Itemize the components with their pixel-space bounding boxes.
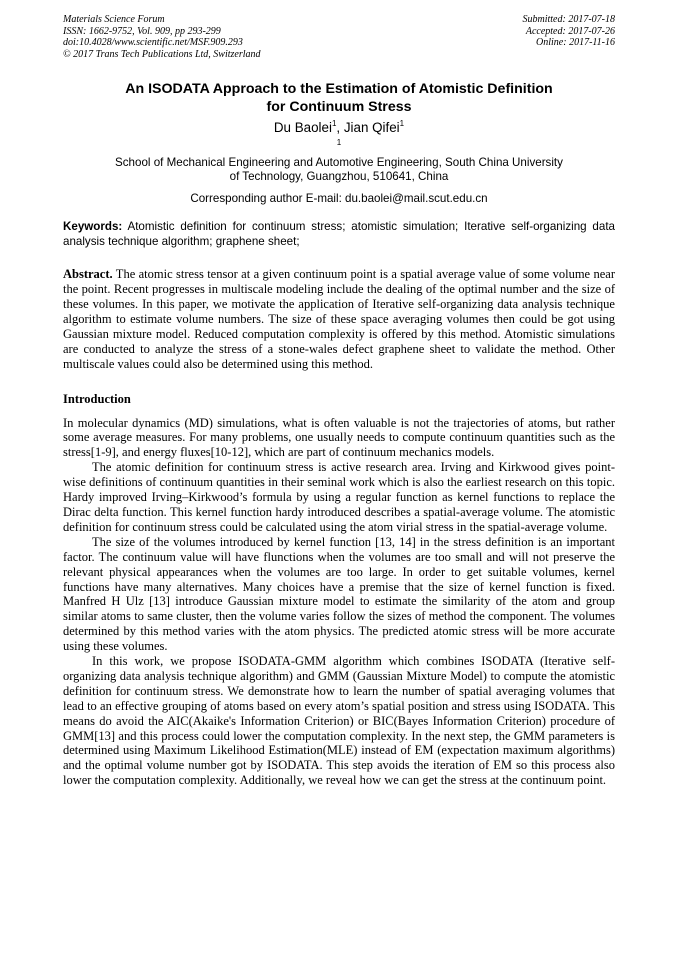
author-separator: ,: [336, 120, 344, 135]
title-line-1: An ISODATA Approach to the Estimation of Atomistic Definition: [125, 81, 553, 97]
submitted-date: Submitted: 2017-07-18: [522, 14, 615, 25]
intro-paragraph-3: The size of the volumes introduced by kernel function [13, 14] in the stress definition is an important factor. The continuum value will have flunctions when the volumes are too small and will not preserve the relevant physical appearances when the volumes are too large. In order to get suitable volumes, kernel functions have many alternatives. Many choices have a premise that the size of kernel function is fixed. Manfred H Ulz [13] introduce Gaussian mixture model to estimate the similarity of the atom and group similar atoms to same cluster, then the volume varies follow the sizes of method the component. The volumes determined by this method varies with the atom physics. The predicted atomic stress will be more accurate using these volumes.: [63, 534, 615, 654]
copyright-line: © 2017 Trans Tech Publications Ltd, Switzerland: [63, 48, 261, 60]
doi-line: doi:10.4028/www.scientific.net/MSF.909.293: [63, 37, 243, 49]
affiliation-marker: 1: [336, 138, 342, 147]
abstract: [63, 267, 615, 371]
author-1: Du Baolei: [273, 120, 332, 135]
author-2: Jian Qifei: [343, 120, 400, 135]
keywords: [63, 220, 615, 249]
journal-name: Materials Science Forum: [63, 14, 165, 25]
author-list: [63, 119, 615, 136]
abstract-label: Abstract.: [63, 267, 113, 282]
title-line-2: for Continuum Stress: [266, 99, 412, 115]
corresponding-author: Corresponding author E-mail: du.baolei@mail.scut.edu.cn: [190, 191, 488, 205]
journal-info: [63, 14, 261, 60]
intro-paragraph-4: In this work, we propose ISODATA-GMM algorithm which combines ISODATA (Iterative self-organizing data analysis technique algorithm) and GMM (Gaussian Mixture Model) to compute the atomistic definition for continuum stress. We demonstrate how to learn the number of spatial averaging volumes that lead to an effective grouping of atoms based on every atom’s spatial position and stress using ISODATA. This means do avoid the AIC(Akaike's Information Criterion) or BIC(Bayes Information Criterion) procedure of GMM[13] and this process could lower the computation complexity. In the next step, the GMM parameters is determined using Maximum Likelihood Estimation(MLE) instead of EM (expectation maximum algorithms) and the optimal volume number got by ISODATA. This step avoids the iteration of EM so this process also lower the computation complexity. Additionally, we reveal how we can get the stress at the continuum point.: [63, 654, 615, 788]
journal-header: [63, 14, 615, 66]
paper-title: [63, 80, 615, 116]
keywords-text: Atomistic definition for continuum stress; atomistic simulation; Iterative self-organizing data analysis technique algorithm; graphene sheet;: [63, 220, 615, 248]
introduction-heading: Introduction: [63, 391, 131, 406]
dates-info: [523, 14, 616, 49]
affiliation-text-1: School of Mechanical Engineering and Automotive Engineering, South China University: [115, 155, 563, 169]
online-date: Online: 2017-11-16: [536, 37, 615, 49]
affiliation-line-1: [63, 138, 615, 170]
abstract-text: The atomic stress tensor at a given continuum point is a spatial average value of some volume near the point. Recent progresses in multiscale modeling include the dealing of the optimal number and the size of these volumes. In this paper, we motivate the application of Iterative self-organizing data analysis technique algorithm to estimate volume numbers. The size of these space averaging volumes then could be got using Gaussian mixture model. Reduced computation complexity is offered by this method. Atomistic simulations are conducted to analyze the stress of a stone-wales defect graphene sheet to validate the method. Other multiscale values could also be determined using this method.: [63, 267, 615, 371]
author-1-affil: 1: [331, 119, 337, 128]
author-2-affil: 1: [399, 119, 405, 128]
paper-page: [63, 14, 615, 788]
intro-paragraph-1: In molecular dynamics (MD) simulations, what is often valuable is not the trajectories of atoms, but rather some average measures. For many problems, one usually needs to compute continuum quantities such as the stress[1-9], and energy fluxes[10-12], which are part of continuum mechanics models.: [63, 415, 615, 460]
affiliation: [63, 138, 615, 185]
affiliation-line-2: of Technology, Guangzhou, 510641, China: [229, 170, 449, 184]
keywords-label: Keywords:: [63, 220, 123, 234]
accepted-date: Accepted: 2017-07-26: [525, 25, 615, 37]
issn-line: ISSN: 1662-9752, Vol. 909, pp 293-299: [63, 25, 221, 37]
intro-paragraph-2: The atomic definition for continuum stress is active research area. Irving and Kirkwood gives point-wise definitions of continuum quantities in their seminal work which is also the earliest research on this topic. Hardy improved Irving–Kirkwood’s formula by using a regular function as kernel functions to replace the Dirac delta function. This kernel function hardy introduced describes a spatial-average volume. The atomistic definition for continuum stress could be calculated using the atom virial stress in the spatial-average volume.: [63, 460, 615, 534]
